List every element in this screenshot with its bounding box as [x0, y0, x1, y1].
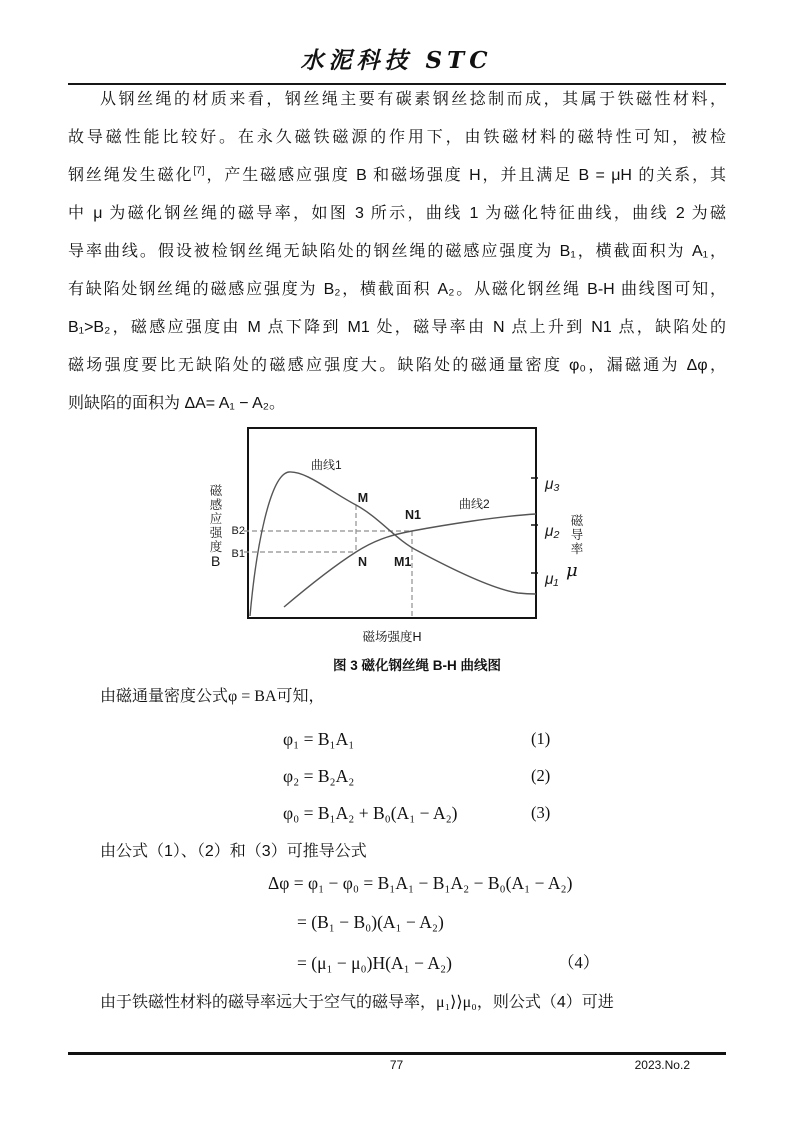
closing-text: 由于铁磁性材料的磁导率远大于空气的磁导率， — [100, 994, 437, 1011]
rtick-mu3: μ₃ — [545, 476, 560, 493]
point-label-n1: N1 — [405, 508, 421, 522]
paragraph-line: 导率曲线。假设被检钢丝绳无缺陷处的钢丝绳的磁感应强度为 B₁，横截面积为 A₁， — [68, 243, 726, 260]
curve1-label: 曲线1 — [311, 458, 342, 472]
equation-2: φ₂ = B₂A₂ — [283, 766, 355, 786]
point-label-m: M — [357, 491, 369, 505]
figure-caption: 图 3 磁化钢丝绳 B-H 曲线图 — [332, 658, 501, 673]
dashed-guides — [244, 505, 412, 617]
paragraph-line — [68, 157, 726, 195]
citation-ref: [7] — [193, 165, 205, 177]
point-label-m1: M1 — [394, 555, 412, 569]
journal-title: 水泥科技 STC — [300, 47, 493, 74]
curve1-magnetization — [250, 472, 536, 616]
derivation-line-1: Δφ = φ₁ − φ₀ = B₁A₁ − B₁A₂ − B₀(A₁ − A₂) — [268, 873, 573, 893]
equation-2-number: (2) — [531, 766, 551, 785]
ytick-b2: B2 — [231, 525, 245, 537]
plot-frame — [248, 428, 536, 618]
paragraph-line: 有缺陷处钢丝绳的磁感应强度为 B₂，横截面积 A₂。从磁化钢丝绳 B-H 曲线图可知， — [68, 281, 726, 298]
equation-4-number: （4） — [558, 953, 600, 972]
paragraph-line: 磁场强度要比无缺陷处的磁感应强度大。缺陷处的磁通量密度 φ₀，漏磁通为 Δφ， — [68, 357, 726, 374]
line3-text: 钢丝绳发生磁化 — [68, 167, 194, 184]
closing-math: μ₁⟩⟩μ₀ — [436, 994, 477, 1011]
rtick-mu1: μ₁ — [545, 571, 559, 588]
intro-text: 可知， — [276, 688, 325, 705]
closing-text: ，则公式（4）可进 — [476, 994, 614, 1011]
footer-rule — [68, 1052, 726, 1055]
right-axis-symbol: μ — [566, 560, 578, 581]
y-axis-symbol: B — [211, 553, 221, 569]
derivation-intro: 由公式（1）、（2）和（3）可推导公式 — [100, 843, 367, 860]
line3-text: ，产生磁感应强度 B 和磁场强度 H，并且满足 B = μH 的关系，其 — [204, 167, 726, 184]
rtick-mu2: μ₂ — [545, 523, 560, 540]
point-label-n: N — [358, 555, 368, 569]
paragraph-line: 故导磁性能比较好。在永久磁铁磁源的作用下，由铁磁材料的磁特性可知，被检 — [68, 129, 726, 146]
equation-1: φ₁ = B₁A₁ — [283, 729, 355, 749]
paragraph-line: 从钢丝绳的材质来看，钢丝绳主要有碳素钢丝捻制而成，其属于铁磁性材料， — [100, 91, 726, 108]
issue-number: 2023.No.2 — [634, 1058, 690, 1072]
paragraph-line: 则缺陷的面积为 ΔA= A₁ − A₂。 — [68, 395, 286, 412]
derivation-line-3: = (μ₁ − μ₀)H(A₁ − A₂) — [297, 953, 452, 973]
intro-math: φ = BA — [228, 688, 277, 705]
right-axis-title: 磁导率 — [569, 514, 583, 556]
ytick-b1: B1 — [231, 548, 245, 560]
curve2-label: 曲线2 — [459, 497, 490, 511]
formula-intro-line — [68, 682, 726, 712]
paragraph-line: B₁>B₂，磁感应强度由 M 点下降到 M1 处，磁导率由 N 点上升到 N1 点，缺陷处的 — [68, 319, 726, 336]
equation-1-number: (1) — [531, 729, 551, 748]
body-paragraph-1 — [68, 81, 726, 423]
equation-3: φ₀ = B₁A₂ + B₀(A₁ − A₂) — [283, 803, 458, 823]
page-number: 77 — [389, 1058, 404, 1072]
paragraph-line: 中 μ 为磁化钢丝绳的磁导率，如图 3 所示，曲线 1 为磁化特征曲线，曲线 2 为磁 — [68, 205, 726, 222]
closing-paragraph — [68, 988, 726, 1018]
derivation-line-2: = (B₁ − B₀)(A₁ − A₂) — [297, 912, 444, 932]
x-axis-title: 磁场强度H — [362, 630, 422, 644]
bh-curve-figure — [200, 425, 580, 625]
equation-3-number: (3) — [531, 803, 551, 822]
y-axis-title: 磁感应强度 — [208, 484, 222, 554]
intro-text: 由磁通量密度公式 — [100, 688, 229, 705]
